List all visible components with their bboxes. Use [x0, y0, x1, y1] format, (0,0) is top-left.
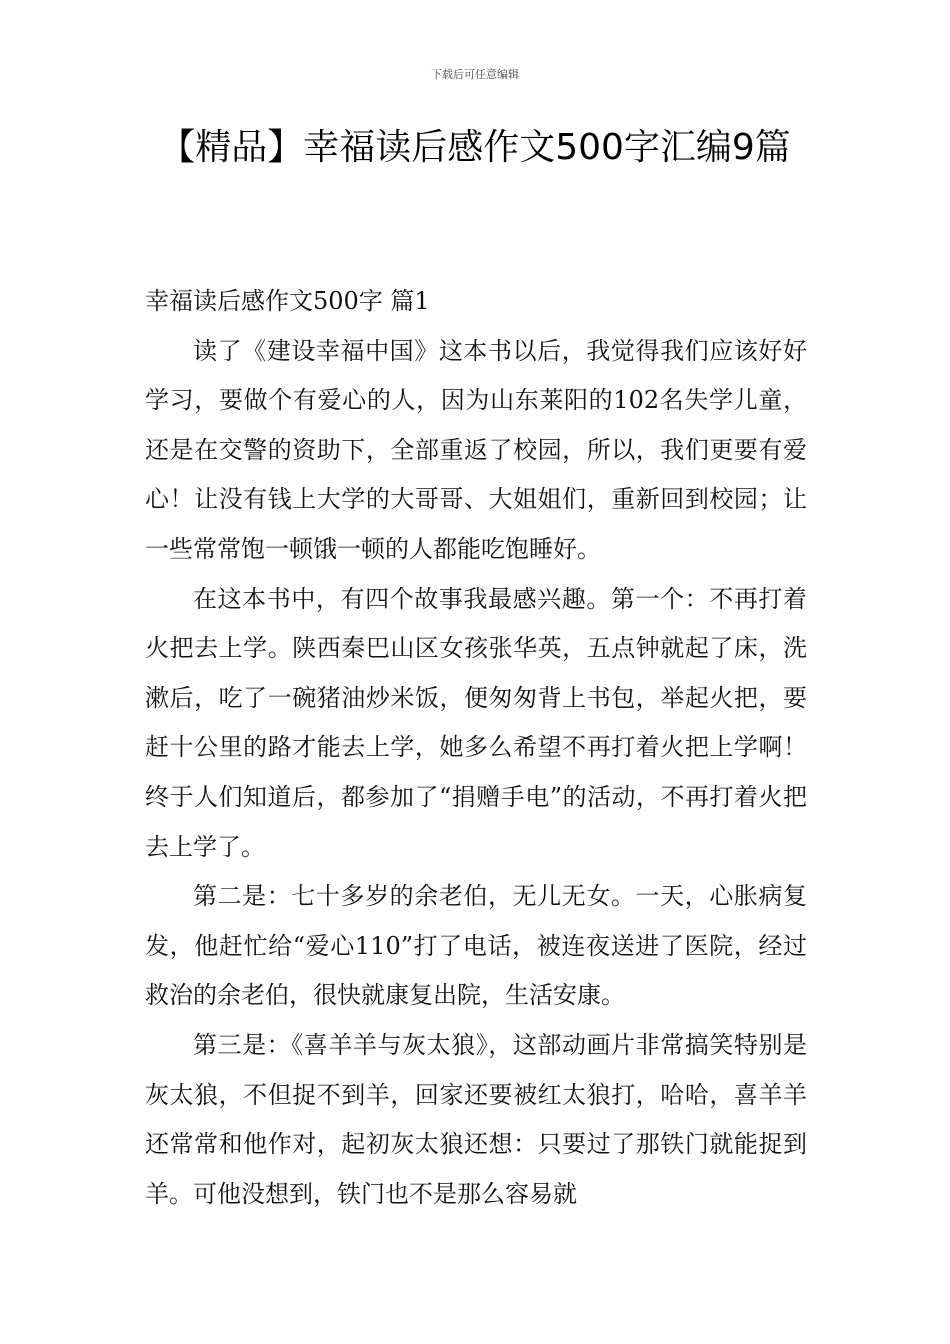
section-heading: 幸福读后感作文500字 篇1 — [145, 287, 430, 315]
paragraph-3: 第二是：七十多岁的余老伯，无儿无女。一天，心胀病复发，他赶忙给“爱心110”打了电话，被连夜送进了医院，经过救治的余老伯，很快就康复出院，生活安康。 — [145, 882, 807, 1010]
article-body — [145, 277, 807, 1219]
header-note: 下载后可任意编辑 — [431, 68, 519, 81]
document-title: 【精品】幸福读后感作文500字汇编9篇 — [159, 127, 791, 168]
paragraph-1: 读了《建设幸福中国》这本书以后，我觉得我们应该好好学习，要做个有爱心的人，因为山东莱阳的102名失学儿童，还是在交警的资助下，全部重返了校园，所以，我们更要有爱心！让没有钱上大学的大哥哥、大姐姐们，重新回到校园；让一些常常饱一顿饿一顿的人都能吃饱睡好。 — [145, 336, 807, 563]
paragraph-2: 在这本书中，有四个故事我最感兴趣。第一个：不再打着火把去上学。陕西秦巴山区女孩张华英，五点钟就起了床，洗漱后，吃了一碗猪油炒米饭，便匆匆背上书包，举起火把，要赶十公里的路才能去上学，她多么希望不再打着火把上学啊！终于人们知道后，都参加了“捐赠手电”的活动，不再打着火把去上学了。 — [145, 584, 807, 861]
paragraph-4: 第三是：《喜羊羊与灰太狼》，这部动画片非常搞笑特别是灰太狼，不但捉不到羊，回家还要被红太狼打，哈哈，喜羊羊还常常和他作对，起初灰太狼还想：只要过了那铁门就能捉到羊。可他没想到，铁门也不是那么容易就 — [145, 1030, 807, 1208]
